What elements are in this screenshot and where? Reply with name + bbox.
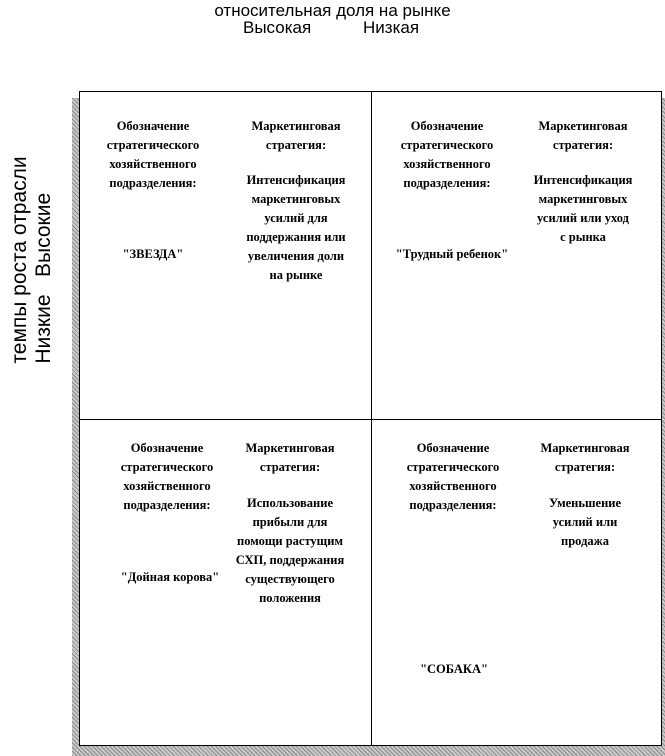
- designation-label: Обозначение стратегического хозяйственного подразделения:: [106, 119, 200, 190]
- strategy-text: Интенсификация маркетинговых усилий для поддержания или увеличения доли на рынке: [246, 173, 346, 282]
- designation-label: Обозначение стратегического хозяйственного подразделения:: [400, 119, 494, 190]
- market-share-low-label: Низкая: [363, 18, 420, 37]
- quadrant-star: [80, 92, 371, 419]
- strategy-text: Интенсификация маркетинговых усилий или уход с рынка: [533, 173, 633, 244]
- unit-name: "СОБАКА": [420, 662, 488, 676]
- strategy-label: Маркетинговая стратегия:: [245, 441, 335, 474]
- strategy-label: Маркетинговая стратегия:: [251, 119, 341, 152]
- designation-label: Обозначение стратегического хозяйственного подразделения:: [120, 441, 214, 512]
- bcg-matrix: [79, 91, 662, 746]
- unit-name: "ЗВЕЗДА": [122, 247, 184, 261]
- growth-rate-axis: [4, 95, 60, 425]
- quadrant-dog: [372, 420, 663, 747]
- growth-rate-axis-title: темпы роста отрасли: [8, 156, 31, 364]
- strategy-text: Использование прибыли для помощи растущим СХП, поддержания существующего положения: [235, 496, 345, 605]
- strategy-text: Уменьшение усилий или продажа: [548, 496, 622, 548]
- market-share-axis-title: относительная доля на рынке: [214, 1, 451, 20]
- unit-name: "Трудный ребенок": [395, 247, 509, 261]
- designation-label: Обозначение стратегического хозяйственного подразделения:: [406, 441, 500, 512]
- quadrant-question-mark: [372, 92, 663, 419]
- quadrant-cash-cow: [80, 420, 371, 747]
- growth-rate-axis-levels: Низкие Высокие: [32, 192, 55, 364]
- unit-name: "Дойная корова": [120, 570, 220, 584]
- strategy-label: Маркетинговая стратегия:: [538, 119, 628, 152]
- market-share-high-label: Высокая: [243, 18, 312, 37]
- strategy-label: Маркетинговая стратегия:: [540, 441, 630, 474]
